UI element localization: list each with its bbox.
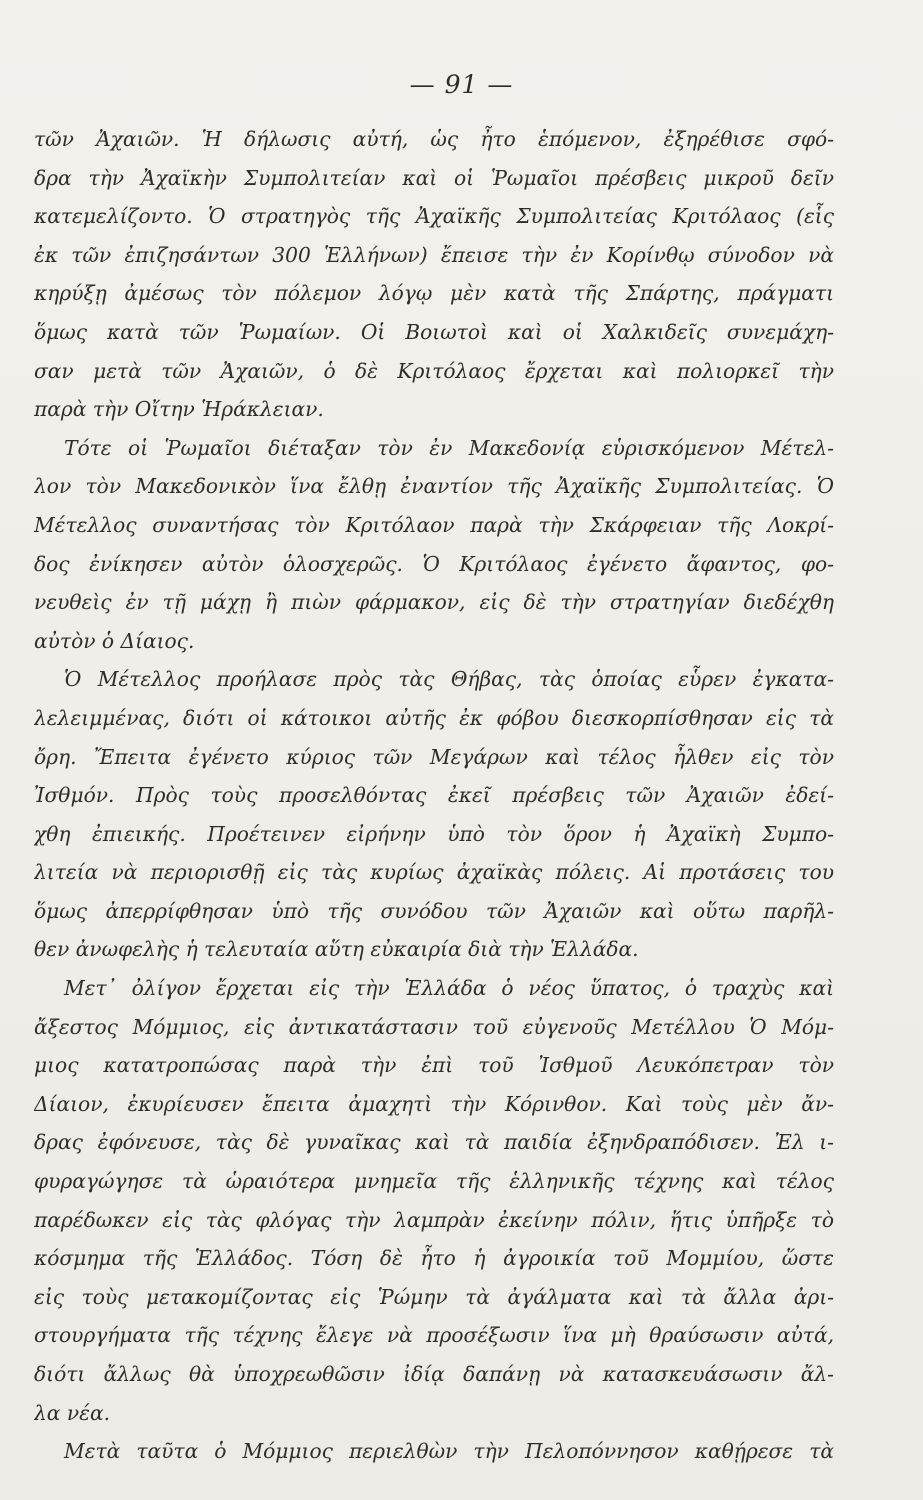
text-line: δος ἐνίκησεν αὐτὸν ὁλοσχερῶς. Ὁ Κριτόλαος ἐγένετο ἄφαντος, φο-: [34, 551, 834, 576]
text-line: Τότε οἱ Ῥωμαῖοι διέταξαν τὸν ἐν Μακεδονίᾳ εὑρισκόμενον Μέτελ-: [64, 435, 834, 460]
text-line: ὅμως κατὰ τῶν Ῥωμαίων. Οἱ Βοιωτοὶ καὶ οἱ Χαλκιδεῖς συνεμάχη-: [34, 319, 834, 344]
text-line: θεν ἀνωφελὴς ἡ τελευταία αὕτη εὐκαιρία διὰ τὴν Ἑλλάδα.: [34, 937, 639, 962]
text-line: παρέδωκεν εἰς τὰς φλόγας τὴν λαμπρὰν ἐκείνην πόλιν, ἥτις ὑπῆρξε τὸ: [34, 1207, 834, 1232]
text-line: λον τὸν Μακεδονικὸν ἵνα ἔλθῃ ἐναντίον τῆς Ἀχαϊκῆς Συμπολιτείας. Ὁ: [34, 474, 834, 499]
text-line: αὐτὸν ὁ Δίαιος.: [34, 628, 195, 653]
text-line: λα νέα.: [34, 1400, 110, 1425]
text-line: κόσμημα τῆς Ἑλλάδος. Τόση δὲ ἦτο ἡ ἀγροικία τοῦ Μομμίου, ὥστε: [34, 1246, 834, 1271]
text-line: ἐκ τῶν ἐπιζησάντων 300 Ἑλλήνων) ἔπεισε τὴν ἐν Κορίνθῳ σύνοδον νὰ: [34, 242, 834, 267]
text-line: Μέτελλος συναντήσας τὸν Κριτόλαον παρὰ τὴν Σκάρφειαν τῆς Λοκρί-: [34, 512, 834, 537]
text-line: δρα τὴν Ἀχαϊκὴν Συμπολιτείαν καὶ οἱ Ῥωμαῖοι πρέσβεις μικροῦ δεῖν: [34, 165, 834, 190]
text-line: νευθεὶς ἐν τῇ μάχῃ ἢ πιὼν φάρμακον, εἰς δὲ τὴν στρατηγίαν διεδέχθη: [34, 590, 834, 615]
page-number: — 91 —: [409, 70, 514, 99]
text-line: Μετ᾽ ὀλίγον ἔρχεται εἰς τὴν Ἑλλάδα ὁ νέος ὕπατος, ὁ τραχὺς καὶ: [64, 976, 834, 1001]
text-line: στουργήματα τῆς τέχνης ἔλεγε νὰ προσέξωσιν ἵνα μὴ θραύσωσιν αὐτά,: [34, 1323, 834, 1348]
text-line: ὅμως ἀπερρίφθησαν ὑπὸ τῆς συνόδου τῶν Ἀχαιῶν καὶ οὕτω παρῆλ-: [34, 898, 834, 923]
body-text: [34, 120, 834, 1471]
text-line: χθη ἐπιεικής. Προέτεινεν εἰρήνην ὑπὸ τὸν ὅρον ἡ Ἀχαϊκὴ Συμπο-: [34, 821, 834, 846]
text-line: φυραγώγησε τὰ ὡραιότερα μνημεῖα τῆς ἑλληνικῆς τέχνης καὶ τέλος: [34, 1169, 834, 1194]
text-line: τῶν Ἀχαιῶν. Ἡ δήλωσις αὐτή, ὡς ἦτο ἑπόμενον, ἐξηρέθισε σφό-: [34, 127, 834, 151]
text-line: λιτεία νὰ περιορισθῇ εἰς τὰς κυρίως ἀχαϊκὰς πόλεις. Αἱ προτάσεις του: [34, 860, 834, 885]
text-line: Μετὰ ταῦτα ὁ Μόμμιος περιελθὼν τὴν Πελοπόννησον καθῄρεσε τὰ: [64, 1439, 834, 1464]
text-line: δρας ἐφόνευσε, τὰς δὲ γυναῖκας καὶ τὰ παιδία ἐξηνδραπόδισεν. Ἐλ ι-: [34, 1130, 834, 1155]
text-line: ὄρη. Ἔπειτα ἐγένετο κύριος τῶν Μεγάρων καὶ τέλος ἦλθεν εἰς τὸν: [34, 744, 834, 769]
text-line: Ὁ Μέτελλος προήλασε πρὸς τὰς Θήβας, τὰς ὁποίας εὗρεν ἐγκατα-: [64, 667, 834, 692]
text-line: Δίαιον, ἐκυρίευσεν ἔπειτα ἀμαχητὶ τὴν Κόρινθον. Καὶ τοὺς μὲν ἄν-: [34, 1091, 834, 1116]
text-line: σαν μετὰ τῶν Ἀχαιῶν, ὁ δὲ Κριτόλαος ἔρχεται καὶ πολιορκεῖ τὴν: [34, 358, 834, 383]
text-line: μιος κατατροπώσας παρὰ τὴν ἐπὶ τοῦ Ἰσθμοῦ Λευκόπετραν τὸν: [34, 1053, 834, 1078]
text-line: λελειμμένας, διότι οἱ κάτοικοι αὐτῆς ἐκ φόβου διεσκορπίσθησαν εἰς τὰ: [34, 705, 834, 730]
text-line: παρὰ τὴν Οἴτην Ἡράκλειαν.: [34, 397, 324, 422]
text-line: ἄξεστος Μόμμιος, εἰς ἀντικατάστασιν τοῦ εὐγενοῦς Μετέλλου Ὁ Μόμ-: [34, 1014, 834, 1039]
text-line: εἰς τοὺς μετακομίζοντας εἰς Ῥώμην τὰ ἀγάλματα καὶ τὰ ἄλλα ἀρι-: [34, 1284, 834, 1309]
text-line: Ἰσθμόν. Πρὸς τοὺς προσελθόντας ἐκεῖ πρέσβεις τῶν Ἀχαιῶν ἐδεί-: [34, 783, 834, 808]
text-line: κατεμελίζοντο. Ὁ στρατηγὸς τῆς Ἀχαϊκῆς Συμπολιτείας Κριτόλαος (εἷς: [34, 204, 834, 229]
text-line: κηρύξῃ ἀμέσως τὸν πόλεμον λόγῳ μὲν κατὰ τῆς Σπάρτης, πράγματι: [34, 281, 834, 306]
text-line: διότι ἄλλως θὰ ὑποχρεωθῶσιν ἰδίᾳ δαπάνῃ νὰ κατασκευάσωσιν ἄλ-: [34, 1362, 834, 1386]
